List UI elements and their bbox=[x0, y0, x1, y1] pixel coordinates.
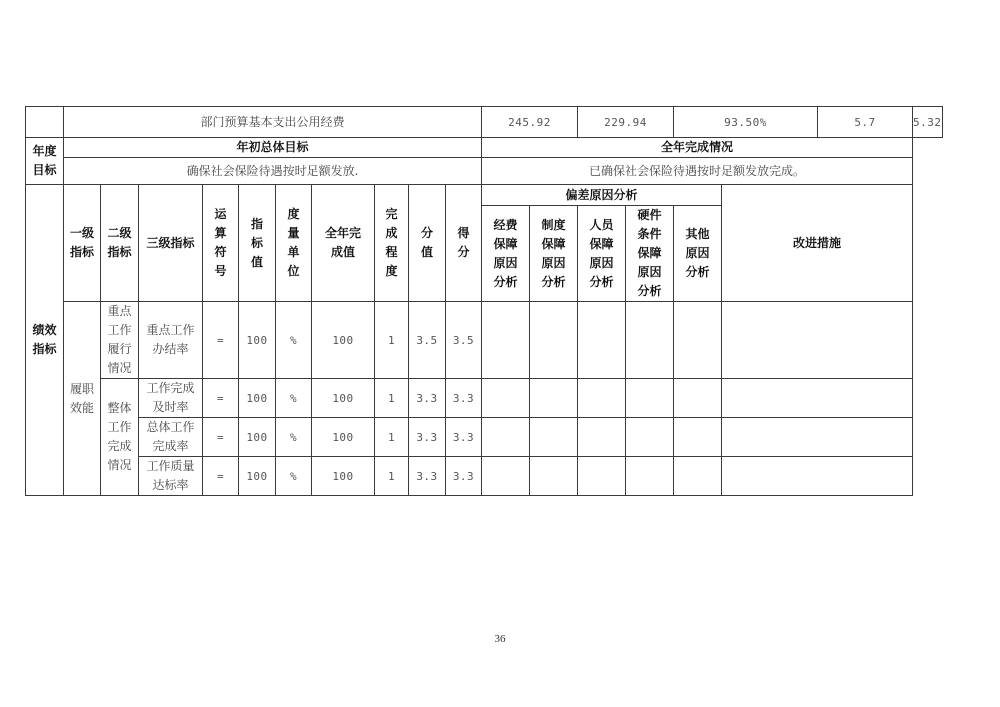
obtained-header-line: 分 bbox=[457, 245, 470, 259]
annual-goal-label-line2: 目标 bbox=[32, 163, 57, 177]
score-cell: 3.3 bbox=[409, 457, 446, 496]
improvement-cell bbox=[722, 379, 913, 418]
dev-other-header bbox=[674, 206, 722, 302]
level2-value-line: 完成 bbox=[107, 439, 132, 453]
dev-hardware-line: 保障 bbox=[637, 246, 662, 260]
level1-value bbox=[64, 302, 101, 496]
level2-value bbox=[101, 302, 139, 379]
operator-header bbox=[203, 185, 239, 302]
dev-hardware-cell bbox=[626, 302, 674, 379]
dev-staff-cell bbox=[578, 418, 626, 457]
level1-value-line: 履职 bbox=[69, 381, 94, 396]
dev-staff-header bbox=[578, 206, 626, 302]
dev-staff-line: 原因 bbox=[589, 255, 614, 270]
annual-goal-label-line1: 年度 bbox=[32, 144, 57, 158]
dev-other-cell bbox=[674, 418, 722, 457]
completion-header-line: 成 bbox=[385, 226, 398, 240]
annual-value-header-line: 成值 bbox=[330, 245, 355, 259]
dev-system-line: 制度 bbox=[541, 217, 566, 232]
target-value-header bbox=[239, 185, 276, 302]
unit-header-line: 量 bbox=[287, 226, 300, 240]
dev-other-line: 其他 bbox=[685, 227, 710, 241]
dev-other-cell bbox=[674, 302, 722, 379]
dev-system-cell bbox=[530, 302, 578, 379]
target-cell: 100 bbox=[239, 379, 276, 418]
completion-header-line: 度 bbox=[385, 264, 398, 278]
actual-amount: 229.94 bbox=[578, 107, 674, 138]
dev-hardware-header bbox=[626, 206, 674, 302]
operator-cell: = bbox=[203, 418, 239, 457]
completion-header-line: 完 bbox=[385, 207, 398, 221]
score-header-line: 分 bbox=[420, 226, 433, 240]
score-cell: 3.3 bbox=[409, 418, 446, 457]
unit-cell: % bbox=[276, 302, 312, 379]
score-header-line: 值 bbox=[420, 245, 433, 259]
dev-other-cell bbox=[674, 379, 722, 418]
level2-value-line: 情况 bbox=[107, 458, 132, 472]
unit-header-line: 度 bbox=[287, 207, 300, 221]
target-header-line: 标 bbox=[250, 235, 263, 250]
operator-cell: = bbox=[203, 302, 239, 379]
completion-header-line: 程 bbox=[385, 245, 398, 259]
dev-funding-line: 原因 bbox=[493, 255, 518, 270]
level1-header bbox=[64, 185, 101, 302]
level2-value-line: 履行 bbox=[107, 342, 132, 356]
level2-header-line: 二级 bbox=[107, 226, 132, 240]
level2-header bbox=[101, 185, 139, 302]
target-cell: 100 bbox=[239, 302, 276, 379]
execution-rate: 93.50% bbox=[674, 107, 818, 138]
dev-system-line: 分析 bbox=[541, 274, 566, 289]
unit-header-line: 位 bbox=[287, 264, 300, 278]
dev-staff-line: 保障 bbox=[589, 236, 614, 251]
budget-item-label: 部门预算基本支出公用经费 bbox=[64, 107, 482, 138]
level1-header-line: 指标 bbox=[69, 245, 94, 259]
level2-value-line: 整体 bbox=[107, 401, 132, 415]
dev-funding-cell bbox=[482, 457, 530, 496]
table-row bbox=[26, 379, 943, 418]
performance-table-sheet bbox=[25, 106, 943, 496]
dev-hardware-line: 硬件 bbox=[637, 208, 662, 222]
dev-funding-line: 经费 bbox=[493, 217, 518, 232]
annual-value-cell: 100 bbox=[312, 379, 375, 418]
annual-value-header bbox=[312, 185, 375, 302]
goal-body-row bbox=[26, 158, 943, 185]
completion-header: 全年完成情况 bbox=[482, 138, 913, 158]
dev-hardware-cell bbox=[626, 418, 674, 457]
level2-value-line: 情况 bbox=[107, 361, 132, 375]
dev-hardware-cell bbox=[626, 379, 674, 418]
deviation-analysis-header: 偏差原因分析 bbox=[482, 185, 722, 206]
budget-row-blank-cell bbox=[26, 107, 64, 138]
budget-row bbox=[26, 107, 943, 138]
dev-other-line: 分析 bbox=[685, 265, 710, 279]
level1-value-line: 效能 bbox=[69, 400, 94, 415]
level3-value-line: 及时率 bbox=[152, 400, 189, 414]
dev-system-header bbox=[530, 206, 578, 302]
dev-staff-cell bbox=[578, 457, 626, 496]
target-cell: 100 bbox=[239, 457, 276, 496]
improvement-header: 改进措施 bbox=[722, 185, 913, 302]
level2-value-line: 工作 bbox=[107, 420, 132, 434]
dev-hardware-cell bbox=[626, 457, 674, 496]
operator-cell: = bbox=[203, 457, 239, 496]
completion-cell: 1 bbox=[375, 302, 409, 379]
dev-funding-cell bbox=[482, 302, 530, 379]
score-full: 5.7 bbox=[818, 107, 913, 138]
dev-staff-line: 人员 bbox=[589, 217, 614, 232]
operator-cell: = bbox=[203, 379, 239, 418]
operator-header-line: 算 bbox=[214, 226, 227, 240]
level3-header: 三级指标 bbox=[139, 185, 203, 302]
target-header-line: 值 bbox=[250, 254, 263, 269]
annual-goal-label bbox=[26, 138, 64, 185]
dev-funding-cell bbox=[482, 379, 530, 418]
obtained-cell: 3.3 bbox=[446, 418, 482, 457]
dev-system-cell bbox=[530, 418, 578, 457]
level2-value bbox=[101, 379, 139, 496]
performance-indicator-label-line1: 绩效 bbox=[32, 323, 57, 337]
target-header-line: 指 bbox=[250, 216, 263, 231]
completion-degree-header bbox=[375, 185, 409, 302]
dev-hardware-line: 原因 bbox=[637, 265, 662, 279]
performance-indicator-label bbox=[26, 185, 64, 496]
dev-system-cell bbox=[530, 457, 578, 496]
initial-goal-header: 年初总体目标 bbox=[64, 138, 482, 158]
page-number: 36 bbox=[494, 633, 506, 645]
performance-table bbox=[25, 106, 943, 496]
level3-value-line: 完成率 bbox=[152, 439, 189, 453]
table-row bbox=[26, 302, 943, 379]
budget-amount: 245.92 bbox=[482, 107, 578, 138]
level2-header-line: 指标 bbox=[107, 245, 132, 259]
completion-cell: 1 bbox=[375, 418, 409, 457]
target-cell: 100 bbox=[239, 418, 276, 457]
annual-value-cell: 100 bbox=[312, 302, 375, 379]
initial-goal-text: 确保社会保险待遇按时足额发放. bbox=[64, 158, 482, 185]
dev-staff-cell bbox=[578, 302, 626, 379]
dev-system-line: 保障 bbox=[541, 236, 566, 251]
obtained-cell: 3.5 bbox=[446, 302, 482, 379]
obtained-score-header bbox=[446, 185, 482, 302]
annual-value-header-line: 全年完 bbox=[324, 226, 361, 240]
score-obtained: 5.32 bbox=[913, 107, 943, 138]
obtained-header-line: 得 bbox=[457, 226, 470, 240]
unit-cell: % bbox=[276, 379, 312, 418]
dev-funding-cell bbox=[482, 418, 530, 457]
score-cell: 3.5 bbox=[409, 302, 446, 379]
dev-other-line: 原因 bbox=[685, 246, 710, 260]
dev-funding-line: 分析 bbox=[493, 274, 518, 289]
goal-header-row bbox=[26, 138, 943, 158]
table-row bbox=[26, 418, 943, 457]
level3-value bbox=[139, 379, 203, 418]
dev-other-cell bbox=[674, 457, 722, 496]
dev-staff-cell bbox=[578, 379, 626, 418]
unit-header-line: 单 bbox=[287, 245, 300, 259]
dev-funding-line: 保障 bbox=[493, 236, 518, 251]
level3-value bbox=[139, 457, 203, 496]
unit-header bbox=[276, 185, 312, 302]
operator-header-line: 运 bbox=[214, 207, 227, 221]
indicator-header-row-1 bbox=[26, 185, 943, 206]
unit-cell: % bbox=[276, 418, 312, 457]
operator-header-line: 符 bbox=[214, 245, 227, 259]
completion-cell: 1 bbox=[375, 379, 409, 418]
obtained-cell: 3.3 bbox=[446, 457, 482, 496]
dev-staff-line: 分析 bbox=[589, 274, 614, 289]
dev-system-line: 原因 bbox=[541, 255, 566, 270]
level3-value-line: 办结率 bbox=[152, 342, 189, 356]
dev-system-cell bbox=[530, 379, 578, 418]
level3-value bbox=[139, 418, 203, 457]
performance-indicator-label-line2: 指标 bbox=[32, 342, 57, 356]
level3-value-line: 重点工作 bbox=[146, 323, 195, 337]
table-row bbox=[26, 457, 943, 496]
improvement-cell bbox=[722, 418, 913, 457]
annual-value-cell: 100 bbox=[312, 457, 375, 496]
level3-value bbox=[139, 302, 203, 379]
annual-value-cell: 100 bbox=[312, 418, 375, 457]
completion-text: 已确保社会保险待遇按时足额发放完成。 bbox=[482, 158, 913, 185]
dev-hardware-line: 条件 bbox=[637, 227, 662, 241]
level2-value-line: 工作 bbox=[107, 323, 132, 337]
score-cell: 3.3 bbox=[409, 379, 446, 418]
operator-header-line: 号 bbox=[214, 264, 227, 278]
level3-value-line: 工作质量 bbox=[146, 459, 195, 473]
dev-hardware-line: 分析 bbox=[637, 284, 662, 298]
level3-value-line: 工作完成 bbox=[146, 381, 195, 395]
dev-funding-header bbox=[482, 206, 530, 302]
improvement-cell bbox=[722, 457, 913, 496]
level3-value-line: 达标率 bbox=[152, 478, 189, 492]
level3-value-line: 总体工作 bbox=[146, 420, 195, 434]
level2-value-line: 重点 bbox=[107, 304, 132, 318]
level1-header-line: 一级 bbox=[69, 226, 94, 240]
unit-cell: % bbox=[276, 457, 312, 496]
score-header bbox=[409, 185, 446, 302]
improvement-cell bbox=[722, 302, 913, 379]
obtained-cell: 3.3 bbox=[446, 379, 482, 418]
completion-cell: 1 bbox=[375, 457, 409, 496]
